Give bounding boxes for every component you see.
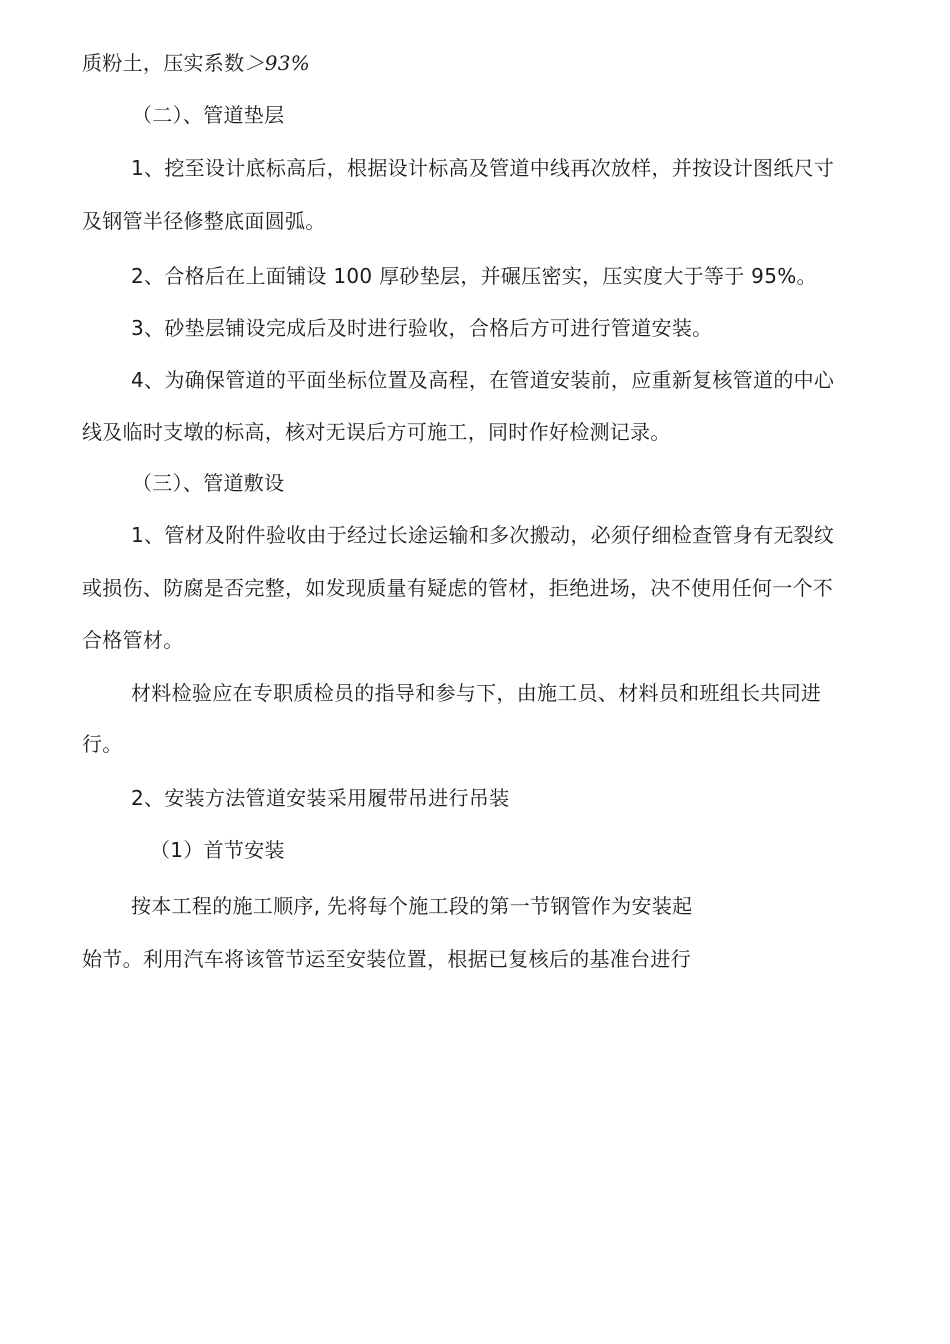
paragraph-line: 2、合格后在上面铺设 100 厚砂垫层，并碾压密实，压实度大于等于 95%。: [131, 264, 817, 288]
compaction-value: ＞93%: [244, 51, 311, 75]
paragraph-line: [82, 50, 310, 76]
paragraph-line: 材料检验应在专职质检员的指导和参与下，由施工员、材料员和班组长共同进: [131, 681, 822, 705]
paragraph-line: 1、挖至设计底标高后，根据设计标高及管道中线再次放样，并按设计图纸尺寸: [131, 156, 835, 180]
paragraph-line: 及钢管半径修整底面圆弧。: [82, 209, 326, 233]
paragraph-line: 3、砂垫层铺设完成后及时进行验收，合格后方可进行管道安装。: [131, 316, 713, 340]
paragraph-line: 线及临时支墩的标高，核对无误后方可施工，同时作好检测记录。: [82, 420, 671, 444]
paragraph-line: 按本工程的施工顺序, 先将每个施工段的第一节钢管作为安装起: [131, 894, 693, 918]
paragraph-line: 始节。利用汽车将该管节运至安装位置，根据已复核后的基准台进行: [82, 947, 691, 971]
paragraph-line: 1、管材及附件验收由于经过长途运输和多次搬动，必须仔细检查管身有无裂纹: [131, 523, 835, 547]
subsection-heading: （1）首节安装: [150, 838, 285, 862]
paragraph-line: 合格管材。: [82, 628, 184, 652]
paragraph-line: 行。: [82, 732, 123, 756]
paragraph-line: 或损伤、防腐是否完整，如发现质量有疑虑的管材，拒绝进场，决不使用任何一个不: [82, 576, 834, 600]
section-heading: （三）、管道敷设: [132, 471, 285, 495]
section-heading: （二）、管道垫层: [132, 103, 285, 127]
paragraph-line: 4、为确保管道的平面坐标位置及高程，在管道安装前，应重新复核管道的中心: [131, 368, 835, 392]
paragraph-line: 2、安装方法管道安装采用履带吊进行吊装: [131, 786, 510, 810]
line-text: 质粉土，压实系数: [82, 51, 245, 75]
